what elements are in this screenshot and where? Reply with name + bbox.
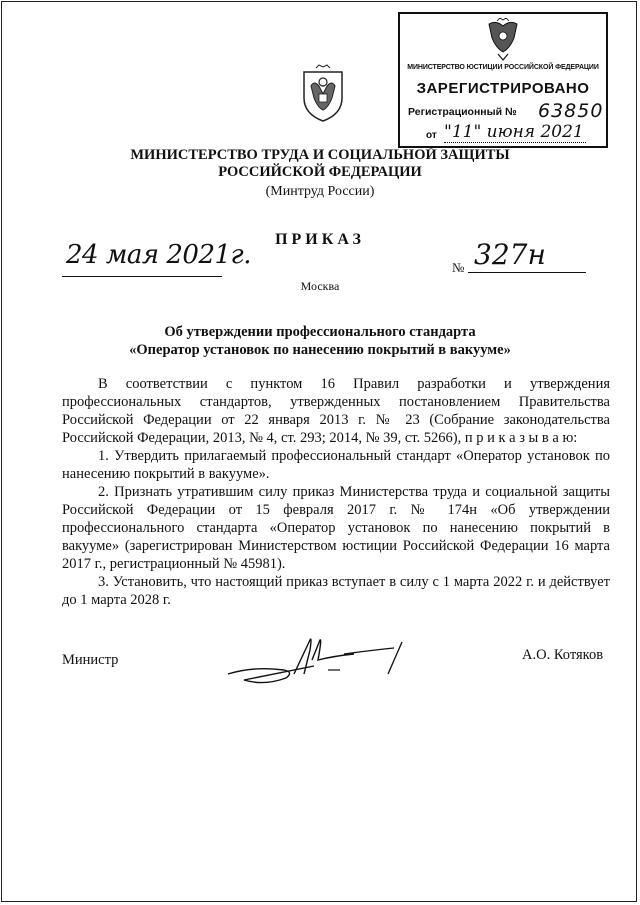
- signer-name: А.О. Котяков: [522, 647, 604, 663]
- ministry-title: [0, 147, 640, 181]
- stamp-date-prefix: от: [426, 130, 437, 141]
- body-item-2: 2. Признать утратившим силу приказ Министерства труда и социальной защиты Российской Федерации от 15 февраля 2017 г. № 174н «Об утверждении профессионального стандарта «Оператор установок по нанесению покрытий в вакууме» (зарегистрирован Министерством юстиции Российской Федерации 16 марта 2017 г., регистрационный № 45981).: [62, 484, 610, 572]
- stamp-emblem-icon: [484, 18, 522, 62]
- stamp-ministry: МИНИСТЕРСТВО ЮСТИЦИИ РОССИЙСКОЙ ФЕДЕРАЦИИ: [407, 64, 599, 71]
- order-date-line: [62, 276, 222, 277]
- subject-line2: «Оператор установок по нанесению покрытий в вакууме»: [129, 342, 511, 358]
- order-body: [62, 375, 610, 609]
- body-item-3: 3. Установить, что настоящий приказ вступает в силу с 1 марта 2022 г. и действует до 1 марта 2028 г.: [62, 574, 610, 608]
- body-item-1: 1. Утвердить прилагаемый профессиональный стандарт «Оператор установок по нанесению покрытий в вакууме».: [62, 448, 610, 482]
- coat-of-arms-icon: [298, 64, 348, 124]
- ministry-short-name: (Минтруд России): [265, 184, 375, 199]
- order-title: ПРИКАЗ: [275, 231, 365, 248]
- order-number-handwritten: 327н: [474, 238, 546, 271]
- registration-stamp: [398, 12, 608, 148]
- order-date-handwritten: 24 мая 2021г.: [66, 240, 251, 270]
- ministry-title-line1: МИНИСТЕРСТВО ТРУДА И СОЦИАЛЬНОЙ ЗАЩИТЫ: [130, 147, 510, 163]
- ministry-title-line2: РОССИЙСКОЙ ФЕДЕРАЦИИ: [218, 164, 422, 180]
- order-number-line: [468, 272, 586, 273]
- signer-role: Министр: [62, 652, 119, 668]
- stamp-registered: ЗАРЕГИСТРИРОВАНО: [416, 80, 590, 97]
- body-intro: В соответствии с пунктом 16 Правил разработки и утверждения профессиональных стандартов, утвержденных постановлением Правительства Российской Федерации от 22 января 2013 г. № 23 (Собрание законодательства Российской Федерации, 2013, № 4, ст. 293; 2014, № 39, ст. 5266), п р и к а з ы в а ю:: [62, 376, 610, 446]
- order-number-sign: №: [452, 260, 465, 275]
- stamp-date-underline: [444, 142, 586, 143]
- subject-line1: Об утверждении профессионального стандарта: [164, 324, 476, 340]
- handwritten-signature: [224, 630, 424, 690]
- stamp-reg-label: Регистрационный №: [408, 106, 517, 118]
- order-subject: [0, 323, 640, 359]
- order-city: Москва: [300, 279, 340, 293]
- stamp-date: "11" июня 2021: [444, 122, 584, 142]
- stamp-reg-number: 63850: [538, 100, 604, 122]
